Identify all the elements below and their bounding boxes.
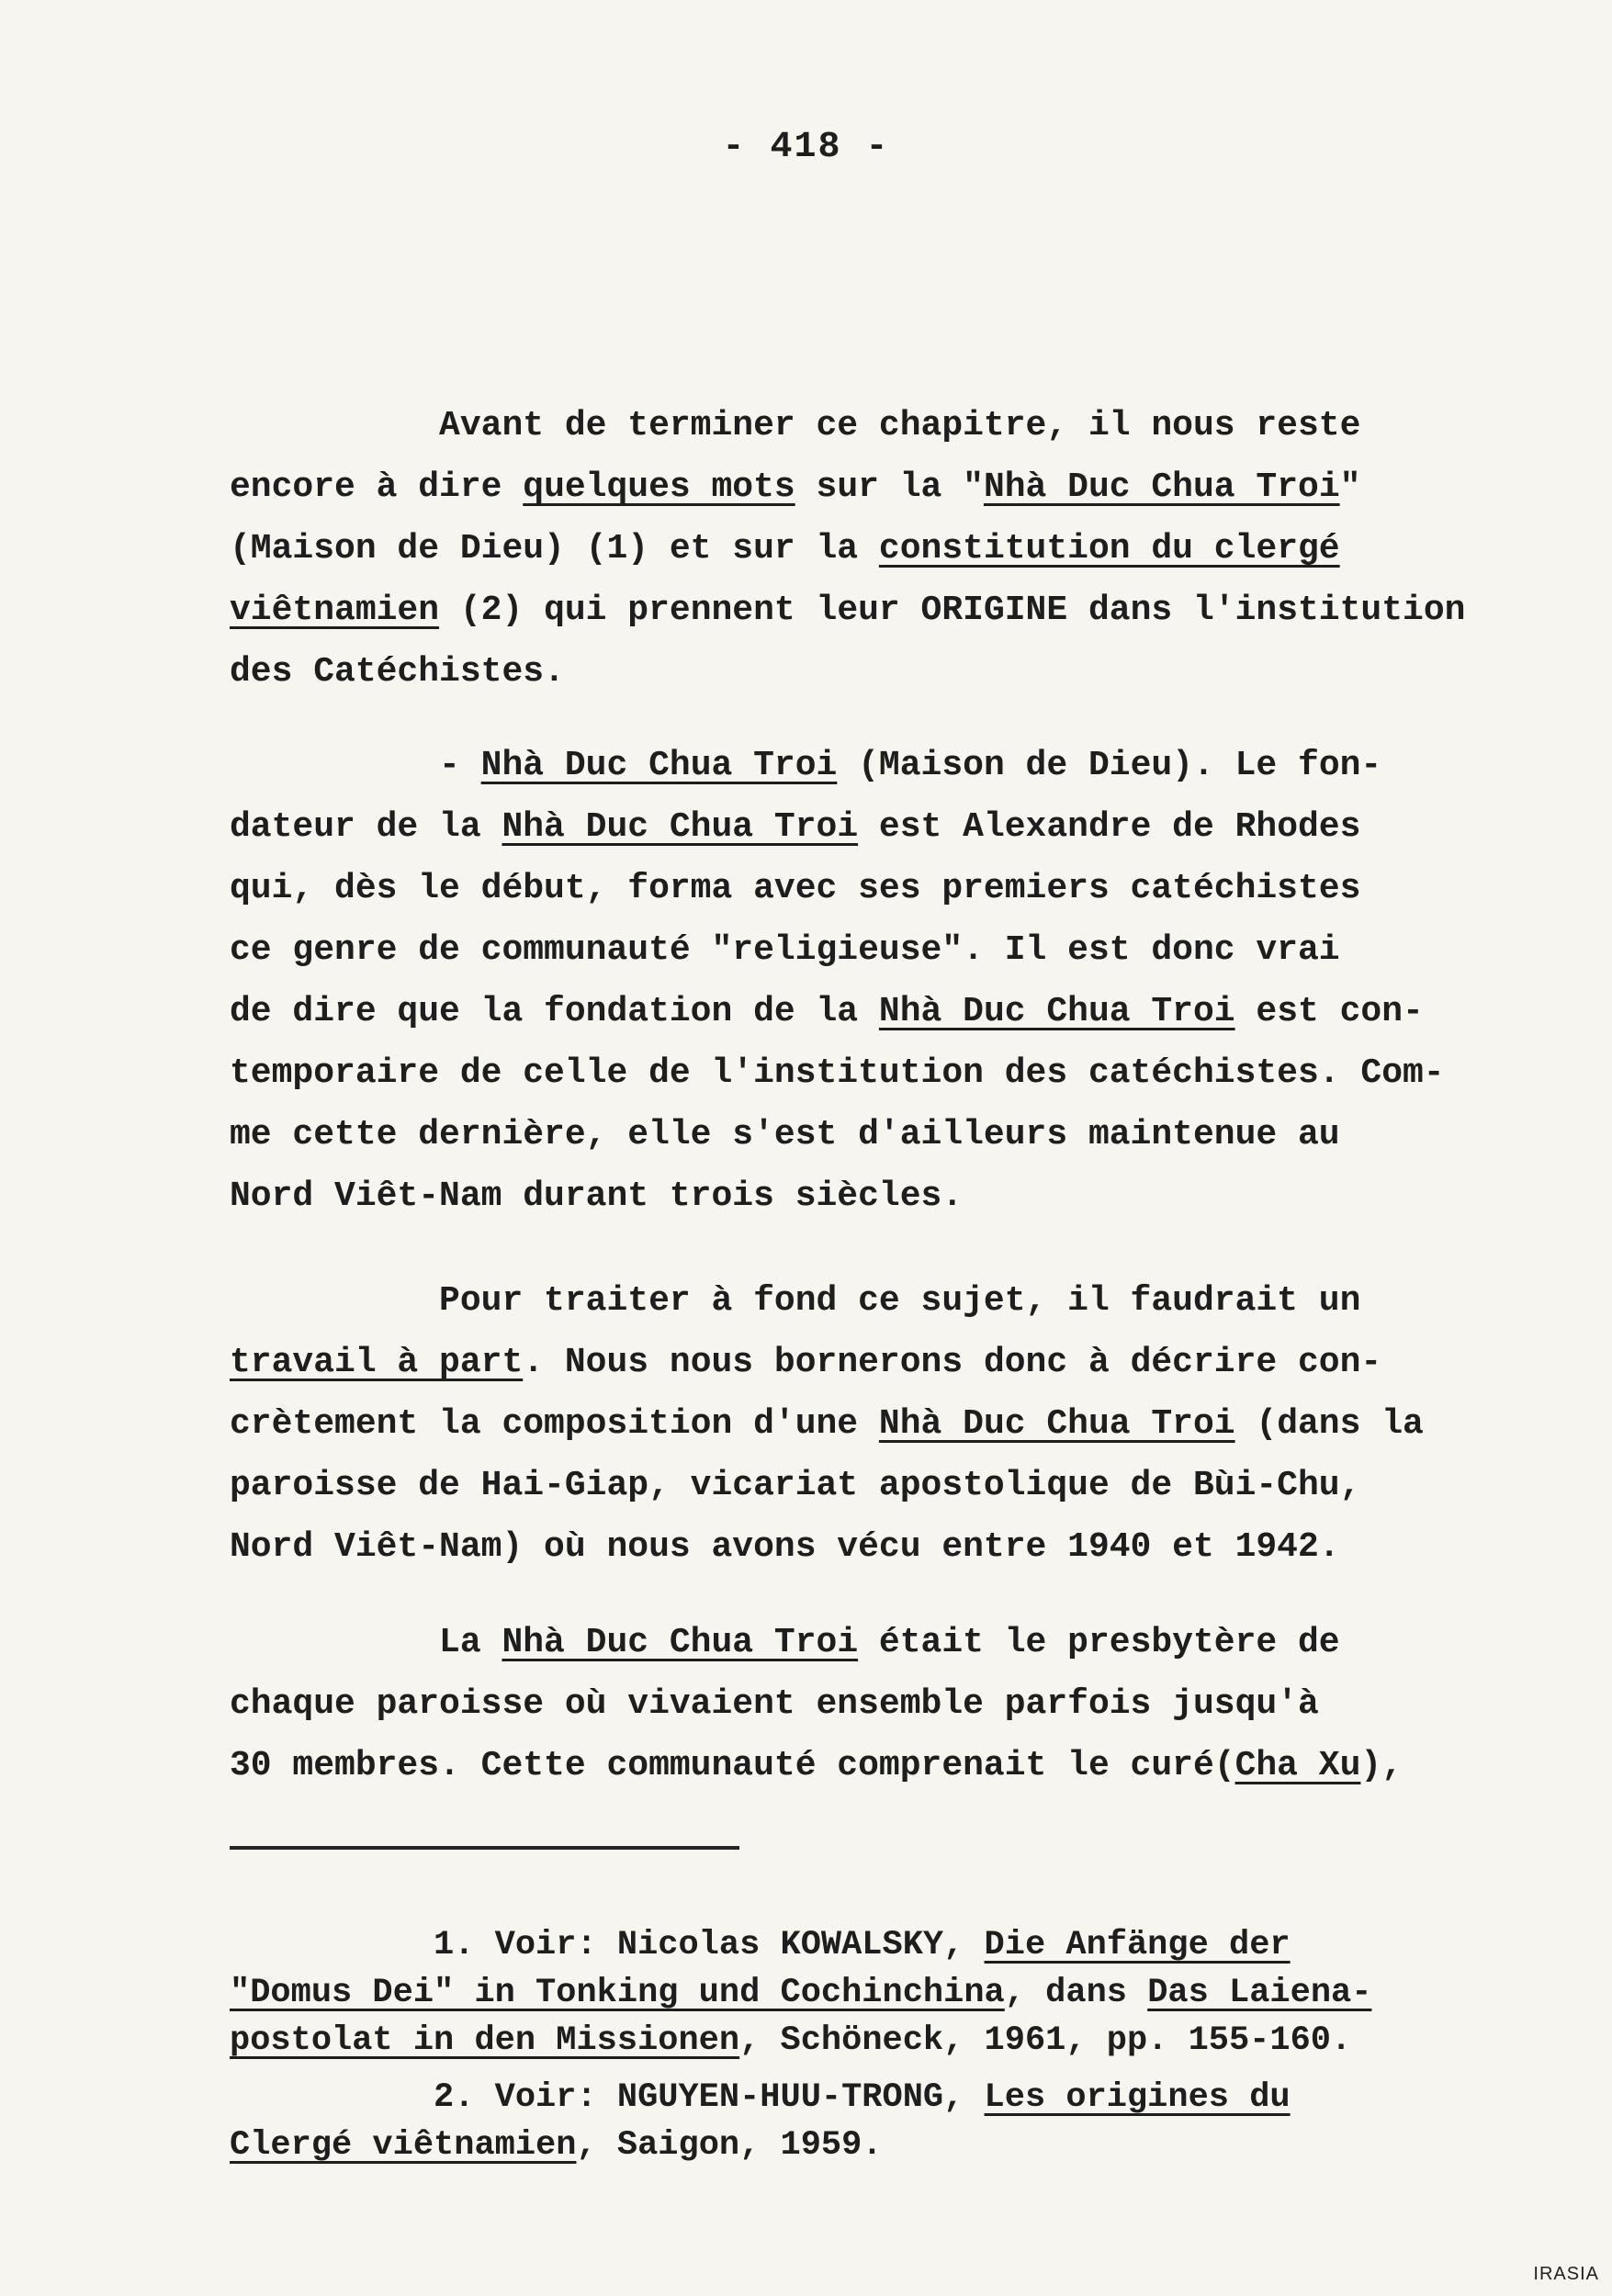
paragraph-intro [230, 395, 1552, 703]
text-line [230, 1332, 1552, 1393]
underlined-text: "Domus Dei" in Tonking und Cochinchina [230, 1974, 1005, 2012]
text-line [230, 2122, 1552, 2169]
text-line [230, 395, 1552, 456]
text-line [230, 641, 1552, 703]
underlined-text: Nhà Duc Chua Troi [502, 1623, 859, 1662]
underlined-text: postolat in den Missionen [230, 2021, 740, 2060]
text-line [230, 1270, 1552, 1332]
text-line [230, 1516, 1552, 1578]
paragraph-presbytere [230, 1612, 1552, 1796]
underlined-text: constitution du clergé [878, 529, 1340, 568]
footnote-2 [230, 2074, 1552, 2169]
text-segment: dateur de la [230, 807, 502, 847]
underlined-text: Cha Xu [1234, 1746, 1361, 1785]
text-line [230, 1969, 1552, 2017]
text-segment: est con- [1234, 992, 1424, 1031]
text-segment: chaque paroisse où vivaient ensemble parfois jusqu'à [230, 1684, 1319, 1724]
underlined-text: travail à part [230, 1343, 524, 1382]
text-segment: crètement la composition d'une [230, 1404, 879, 1444]
underlined-text: Nhà Duc Chua Troi [502, 807, 859, 847]
underlined-text: Die Anfänge der [984, 1926, 1291, 1964]
text-line [230, 580, 1552, 641]
text-line [230, 1921, 1552, 1969]
text-segment: . Nous nous bornerons donc à décrire con- [523, 1343, 1382, 1382]
text-segment: , dans [1004, 1974, 1148, 2012]
text-line [230, 2017, 1552, 2065]
text-segment: (dans la [1234, 1404, 1424, 1444]
underlined-text: Clergé viêtnamien [230, 2126, 577, 2165]
text-line [230, 1393, 1552, 1455]
text-line [230, 981, 1552, 1042]
text-segment: - [230, 746, 481, 785]
text-line [230, 735, 1552, 796]
text-segment: temporaire de celle de l'institution des catéchistes. Com- [230, 1053, 1445, 1093]
text-segment: Pour traiter à fond ce sujet, il faudrait un [230, 1281, 1361, 1321]
paragraph-traiter-sujet [230, 1270, 1552, 1578]
text-segment: Nord Viêt-Nam) où nous avons vécu entre 1940 et 1942. [230, 1527, 1340, 1567]
text-segment: La [230, 1623, 502, 1662]
text-segment: , Schöneck, 1961, pp. 155-160. [739, 2021, 1352, 2060]
underlined-text: viêtnamien [230, 591, 440, 630]
text-segment: (Maison de Dieu) (1) et sur la [230, 529, 879, 568]
text-line [230, 1612, 1552, 1673]
text-line [230, 2074, 1552, 2122]
footnote-rule [230, 1846, 739, 1850]
text-segment: 1. Voir: Nicolas KOWALSKY, [230, 1926, 985, 1964]
underlined-text: Nhà Duc Chua Troi [878, 1404, 1235, 1444]
text-segment: me cette dernière, elle s'est d'ailleurs maintenue au [230, 1115, 1340, 1154]
text-segment: " [1339, 467, 1361, 507]
text-segment: sur la " [795, 467, 984, 507]
text-segment: Avant de terminer ce chapitre, il nous reste [230, 406, 1361, 445]
underlined-text: quelques mots [523, 467, 795, 507]
watermark-label: IRASIA [1533, 2264, 1599, 2284]
text-segment: , Saigon, 1959. [576, 2126, 883, 2165]
underlined-text: Les origines du [984, 2078, 1291, 2117]
text-segment: était le presbytère de [858, 1623, 1340, 1662]
text-segment: 2. Voir: NGUYEN-HUU-TRONG, [230, 2078, 985, 2117]
text-line [230, 456, 1552, 518]
text-line [230, 1104, 1552, 1165]
underlined-text: Das Laiena- [1147, 1974, 1372, 2012]
footnote-1 [230, 1921, 1552, 2065]
text-segment: des Catéchistes. [230, 652, 565, 692]
underlined-text: Nhà Duc Chua Troi [878, 992, 1235, 1031]
page-number: - 418 - [722, 127, 890, 168]
paragraph-nha-duc-chua-troi [230, 735, 1552, 1227]
text-line [230, 518, 1552, 580]
text-segment: de dire que la fondation de la [230, 992, 879, 1031]
text-segment: (Maison de Dieu). Le fon- [837, 746, 1382, 785]
text-line [230, 1165, 1552, 1227]
text-segment: 30 membres. Cette communauté comprenait le curé( [230, 1746, 1235, 1785]
text-line [230, 858, 1552, 919]
text-segment: ), [1360, 1746, 1403, 1785]
text-line [230, 796, 1552, 858]
text-segment: Nord Viêt-Nam durant trois siècles. [230, 1176, 964, 1216]
text-line [230, 1735, 1552, 1796]
text-segment: ce genre de communauté "religieuse". Il est donc vrai [230, 930, 1340, 970]
text-line [230, 1042, 1552, 1104]
underlined-text: Nhà Duc Chua Troi [983, 467, 1340, 507]
text-segment: (2) qui prennent leur ORIGINE dans l'institution [439, 591, 1466, 630]
text-segment: encore à dire [230, 467, 524, 507]
text-line [230, 1673, 1552, 1735]
text-segment: paroisse de Hai-Giap, vicariat apostolique de Bùi-Chu, [230, 1466, 1361, 1505]
text-segment: est Alexandre de Rhodes [858, 807, 1361, 847]
text-line [230, 1455, 1552, 1516]
text-line [230, 919, 1552, 981]
underlined-text: Nhà Duc Chua Troi [480, 746, 838, 785]
text-segment: qui, dès le début, forma avec ses premiers catéchistes [230, 869, 1361, 908]
